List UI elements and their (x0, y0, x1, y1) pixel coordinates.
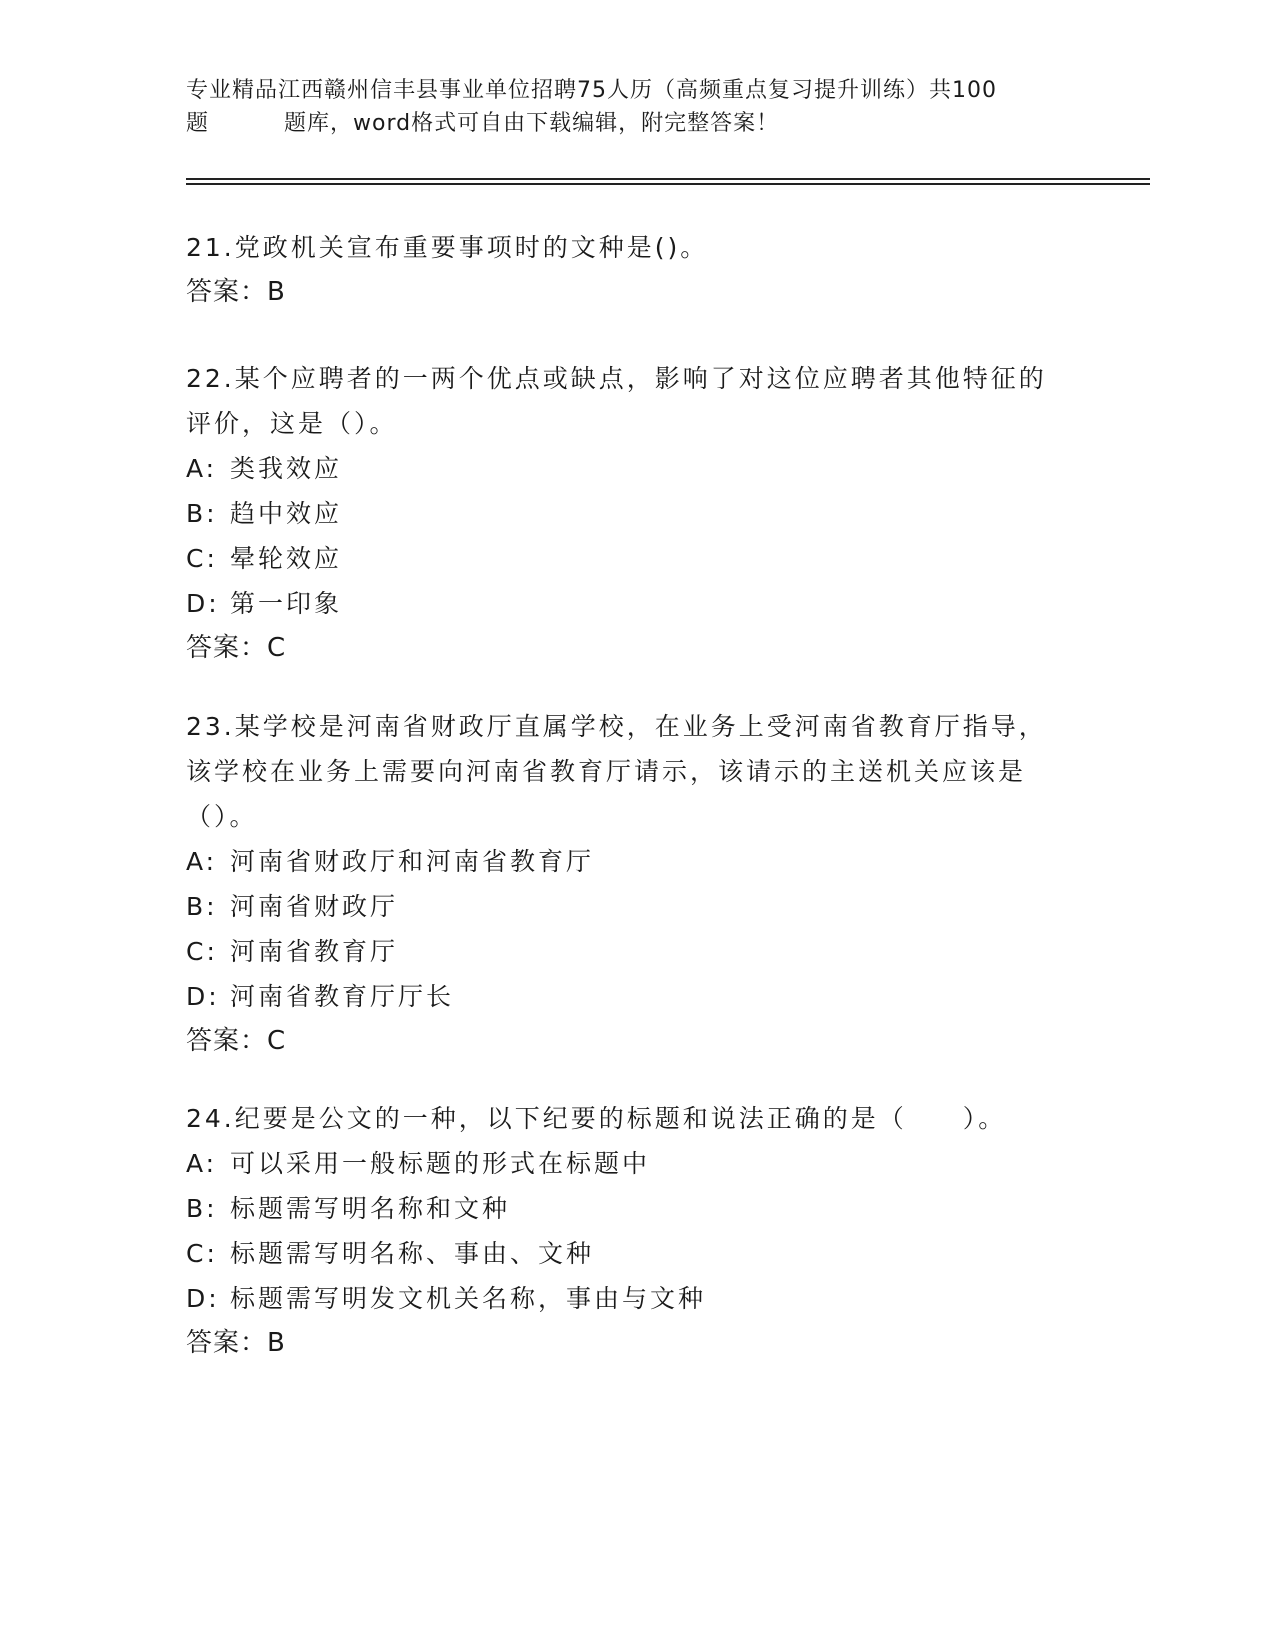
question-text: 23.某学校是河南省财政厅直属学校，在业务上受河南省教育厅指导， (186, 712, 1047, 741)
header-line-2-lead: 题 (186, 111, 210, 136)
option-d (186, 581, 1086, 626)
option-c (186, 536, 1086, 581)
question-21 (186, 225, 1086, 315)
option-key: C: (186, 544, 218, 573)
option-text: 河南省财政厅 (230, 892, 399, 921)
option-key: B: (186, 1194, 218, 1223)
option-d (186, 974, 1086, 1019)
answer: 答案：C (186, 1026, 287, 1056)
option-b (186, 491, 1086, 536)
option-key: C: (186, 937, 218, 966)
question-text: 21.党政机关宣布重要事项时的文种是()。 (186, 233, 709, 262)
option-key: A: (186, 847, 218, 876)
option-text: 标题需写明名称、事由、文种 (230, 1239, 595, 1268)
question-text: 24.纪要是公文的一种，以下纪要的标题和说法正确的是（ ）。 (186, 1104, 1007, 1133)
question-text: 评价，这是（）。 (186, 409, 398, 438)
option-b (186, 884, 1086, 929)
option-key: C: (186, 1239, 218, 1268)
header-line-1: 专业精品江西赣州信丰县事业单位招聘75人历（高频重点复习提升训练）共100 (186, 78, 997, 103)
header-rule-top (186, 178, 1150, 180)
option-key: D: (186, 982, 220, 1011)
answer: 答案：B (186, 1328, 286, 1358)
option-text: 趋中效应 (230, 499, 343, 528)
option-a (186, 446, 1086, 491)
header-rule-bottom (186, 183, 1150, 185)
option-key: B: (186, 892, 218, 921)
option-text: 可以采用一般标题的形式在标题中 (230, 1149, 651, 1178)
question-24 (186, 1096, 1086, 1366)
option-b (186, 1186, 1086, 1231)
question-23 (186, 704, 1086, 1064)
question-text: 22.某个应聘者的一两个优点或缺点，影响了对这位应聘者其他特征的 (186, 364, 1047, 393)
option-key: D: (186, 589, 220, 618)
option-a (186, 839, 1086, 884)
answer: 答案：C (186, 633, 287, 663)
option-text: 类我效应 (230, 454, 343, 483)
answer: 答案：B (186, 277, 286, 307)
option-key: B: (186, 499, 218, 528)
option-key: A: (186, 454, 218, 483)
header-line-2 (186, 107, 1066, 140)
header-line-2-rest: 题库，word格式可自由下载编辑，附完整答案！ (284, 111, 780, 136)
option-text: 河南省财政厅和河南省教育厅 (230, 847, 595, 876)
option-d (186, 1276, 1086, 1321)
option-c (186, 1231, 1086, 1276)
question-text: 该学校在业务上需要向河南省教育厅请示，该请示的主送机关应该是 (186, 757, 1027, 786)
question-text: （）。 (186, 802, 258, 831)
option-text: 标题需写明发文机关名称，事由与文种 (230, 1284, 707, 1313)
option-key: A: (186, 1149, 218, 1178)
option-text: 河南省教育厅厅长 (230, 982, 455, 1011)
option-text: 标题需写明名称和文种 (230, 1194, 511, 1223)
option-key: D: (186, 1284, 220, 1313)
option-c (186, 929, 1086, 974)
option-text: 晕轮效应 (230, 544, 343, 573)
option-text: 河南省教育厅 (230, 937, 399, 966)
question-22 (186, 356, 1086, 671)
option-a (186, 1141, 1086, 1186)
option-text: 第一印象 (230, 589, 343, 618)
page-header (186, 74, 1066, 140)
